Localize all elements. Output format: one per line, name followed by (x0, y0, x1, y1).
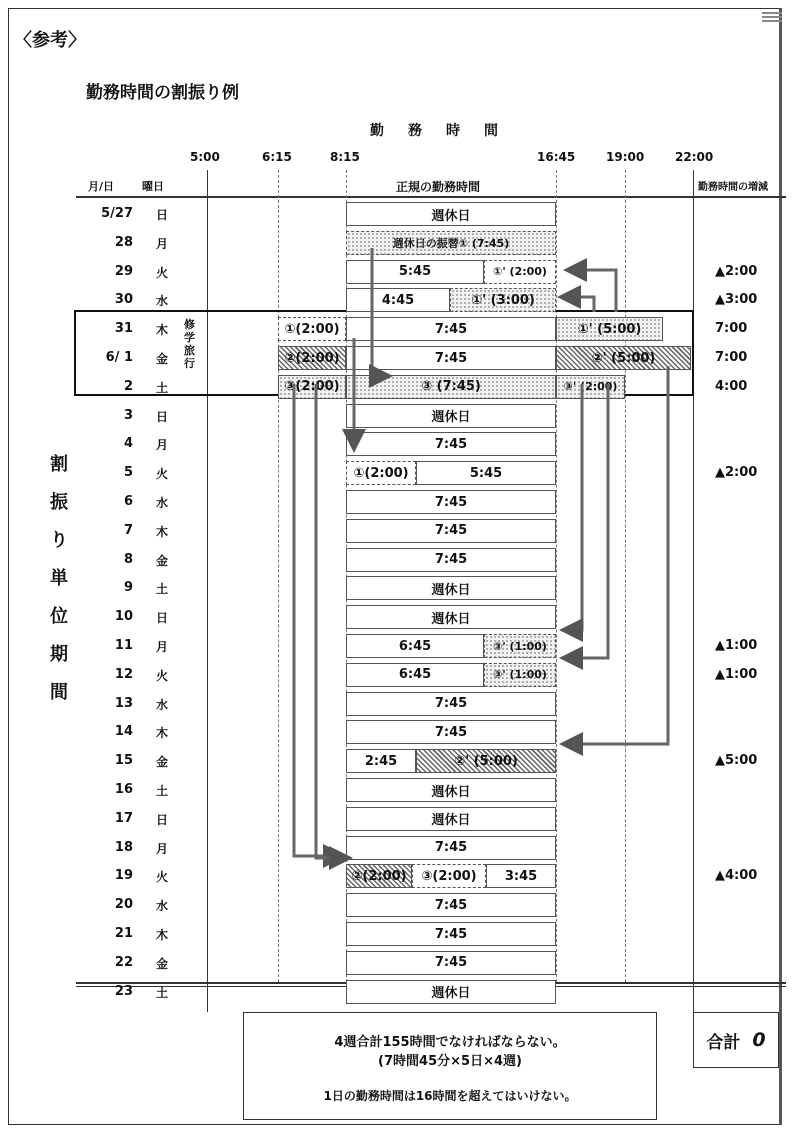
row-weekday: 土 (156, 380, 169, 395)
hours-cell: 週休日 (346, 576, 556, 600)
row-hours-change: 7:00 (715, 350, 748, 365)
row-hours-change: ▲4:00 (715, 868, 758, 884)
hours-cell: 7:45 (346, 548, 556, 572)
working-hours-heading: 勤務時間 (370, 123, 522, 139)
row-weekday: 金 (156, 352, 169, 366)
tick-2200: 22:00 (675, 150, 714, 164)
hours-cell: ③ (7:45) (346, 375, 556, 399)
hours-cell: ③' (2:00) (556, 375, 625, 399)
hours-cell: 7:45 (346, 836, 556, 860)
arrow-3-to-11 (562, 384, 582, 630)
row-weekday: 水 (156, 496, 169, 510)
row-date: 21 (114, 926, 133, 941)
hours-cell: ①(2:00) (346, 461, 416, 485)
hours-cell: ③' (1:00) (484, 663, 556, 687)
row-weekday: 火 (156, 668, 169, 683)
row-weekday: 月 (156, 841, 169, 856)
hours-cell: 7:45 (346, 720, 556, 744)
hours-cell: ①' (5:00) (556, 317, 663, 341)
row-weekday: 火 (156, 467, 169, 482)
hours-cell: 週休日 (346, 980, 556, 1004)
row-weekday: 金 (156, 553, 169, 568)
row-date: 15 (114, 753, 133, 769)
arrow-2-to-15 (562, 366, 668, 744)
hours-cell: 6:45 (346, 663, 484, 687)
row-weekday: 月 (156, 438, 169, 453)
hours-cell: ③(2:00) (278, 375, 346, 399)
tick-0815: 8:15 (330, 150, 360, 164)
row-hours-change: ▲1:00 (715, 638, 758, 653)
hours-cell: 5:45 (346, 260, 484, 284)
row-date: 7 (123, 522, 133, 538)
note-line-3: 1日の勤務時間は16時間を超えてはいけない。 (323, 1089, 577, 1103)
row-weekday: 月 (156, 640, 169, 654)
row-date: 18 (114, 839, 133, 855)
row-date: 5/27 (101, 206, 133, 221)
tick-0615: 6:15 (262, 150, 292, 164)
arrow-2-to-19a (294, 384, 344, 856)
row-date: 10 (114, 609, 133, 625)
hours-cell: 週休日 (346, 605, 556, 629)
tick-0500: 5:00 (190, 150, 220, 164)
row-hours-change: ▲2:00 (715, 465, 758, 481)
dow-header: 曜日 (142, 180, 164, 193)
row-weekday: 水 (156, 697, 169, 712)
note-line-1: 4週合計155時間でなければならない。 (334, 1035, 566, 1050)
row-date: 6 (123, 494, 133, 509)
row-date: 2 (123, 378, 133, 394)
hours-cell: 6:45 (346, 634, 484, 658)
hours-cell: 4:45 (346, 288, 450, 312)
row-weekday: 木 (156, 928, 169, 942)
delta-header: 勤務時間の増減 (698, 182, 768, 193)
hours-cell: 7:45 (346, 692, 556, 716)
hours-cell: 週休日 (346, 807, 556, 831)
hours-cell: ①' (3:00) (450, 288, 556, 312)
hours-cell: ②' (5:00) (416, 749, 556, 773)
period-char: 期 (50, 644, 68, 665)
rule-note-box (243, 1012, 657, 1120)
total-box (693, 1012, 779, 1068)
row-weekday: 土 (156, 985, 169, 1000)
period-char: 位 (50, 606, 68, 627)
row-hours-change: ▲5:00 (715, 753, 758, 769)
row-date: 8 (123, 551, 133, 567)
row-hours-change: 7:00 (715, 321, 748, 337)
row-date: 13 (114, 695, 133, 711)
row-weekday: 木 (156, 323, 169, 338)
row-weekday: 火 (156, 870, 169, 885)
period-char: り (50, 530, 68, 551)
hours-cell: ②(2:00) (346, 864, 412, 888)
row-weekday: 木 (156, 726, 169, 741)
row-hours-change: 4:00 (715, 378, 748, 394)
row-date: 14 (114, 724, 133, 740)
row-weekday: 木 (156, 524, 169, 539)
row-date: 31 (114, 321, 133, 337)
row-weekday: 水 (156, 294, 169, 309)
row-hours-change: ▲2:00 (715, 263, 758, 279)
row-weekday: 日 (156, 409, 169, 424)
row-weekday: 日 (156, 812, 169, 827)
hours-cell: 7:45 (346, 922, 556, 946)
hours-cell: ③' (1:00) (484, 634, 556, 658)
row-date: 28 (114, 234, 133, 250)
row-weekday: 日 (156, 611, 169, 626)
tick-1645: 16:45 (537, 150, 576, 164)
hours-cell: 週休日 (346, 202, 556, 226)
arrow-3-to-12 (562, 384, 608, 658)
hours-cell: 7:45 (346, 317, 556, 341)
row-date: 5 (123, 465, 133, 481)
hours-cell: 週休日の振替① (7:45) (346, 231, 556, 255)
hours-cell: 2:45 (346, 749, 416, 773)
row-weekday: 月 (156, 236, 169, 251)
row-date: 29 (114, 263, 133, 279)
arrow-1-to-30 (560, 297, 594, 312)
row-date: 30 (114, 292, 133, 308)
row-weekday: 火 (156, 265, 169, 280)
row-date: 3 (123, 407, 133, 423)
period-char: 単 (50, 568, 68, 589)
hours-cell: ②(2:00) (278, 346, 346, 370)
row-date: 4 (123, 436, 133, 452)
reference-label: 〈参考〉 (14, 30, 86, 51)
row-date: 22 (114, 954, 133, 970)
hours-cell: 7:45 (346, 490, 556, 514)
row-weekday: 土 (156, 582, 169, 597)
period-char: 割 (50, 454, 68, 475)
hours-cell: 7:45 (346, 346, 556, 370)
row-date: 11 (114, 638, 133, 653)
hours-cell: 7:45 (346, 893, 556, 917)
total-label: 合計 (706, 1032, 741, 1053)
hours-cell: ②' (5:00) (556, 346, 691, 370)
arrow-1-to-29 (566, 270, 616, 312)
period-char: 間 (50, 682, 68, 703)
total-value: 0 (752, 1029, 766, 1051)
hours-cell: 5:45 (416, 461, 556, 485)
row-weekday: 金 (156, 956, 169, 971)
school-trip-label: 修学旅行 (184, 318, 195, 370)
hours-cell: 7:45 (346, 519, 556, 543)
hours-cell: ①' (2:00) (484, 260, 556, 284)
row-date: 12 (114, 666, 133, 682)
arrow-3-to-2 (372, 248, 390, 376)
row-date: 17 (114, 810, 133, 826)
row-date: 9 (123, 580, 133, 596)
period-char: 振 (50, 492, 68, 513)
tick-1900: 19:00 (606, 150, 645, 164)
hours-cell: ①(2:00) (278, 317, 346, 341)
date-header: 月/日 (88, 180, 115, 193)
row-hours-change: ▲1:00 (715, 666, 758, 682)
row-weekday: 水 (156, 899, 169, 914)
row-date: 23 (114, 983, 133, 999)
row-date: 20 (114, 897, 133, 913)
row-weekday: 土 (156, 784, 169, 798)
hours-cell: 週休日 (346, 404, 556, 428)
row-weekday: 金 (156, 755, 169, 770)
regular-hours-header: 正規の勤務時間 (396, 180, 481, 194)
row-hours-change: ▲3:00 (715, 292, 758, 308)
hours-cell: 3:45 (486, 864, 556, 888)
row-date: 6/ 1 (105, 350, 133, 365)
row-weekday: 日 (156, 208, 169, 222)
note-line-2: (7時間45分×5日×4週) (378, 1054, 522, 1069)
row-date: 19 (114, 868, 133, 884)
hours-cell: 7:45 (346, 951, 556, 975)
page-title: 勤務時間の割振り例 (86, 83, 239, 103)
hours-cell: ③(2:00) (412, 864, 486, 888)
hours-cell: 7:45 (346, 432, 556, 456)
arrow-3-to-19b (316, 384, 350, 858)
row-date: 16 (114, 782, 133, 797)
hours-cell: 週休日 (346, 778, 556, 802)
